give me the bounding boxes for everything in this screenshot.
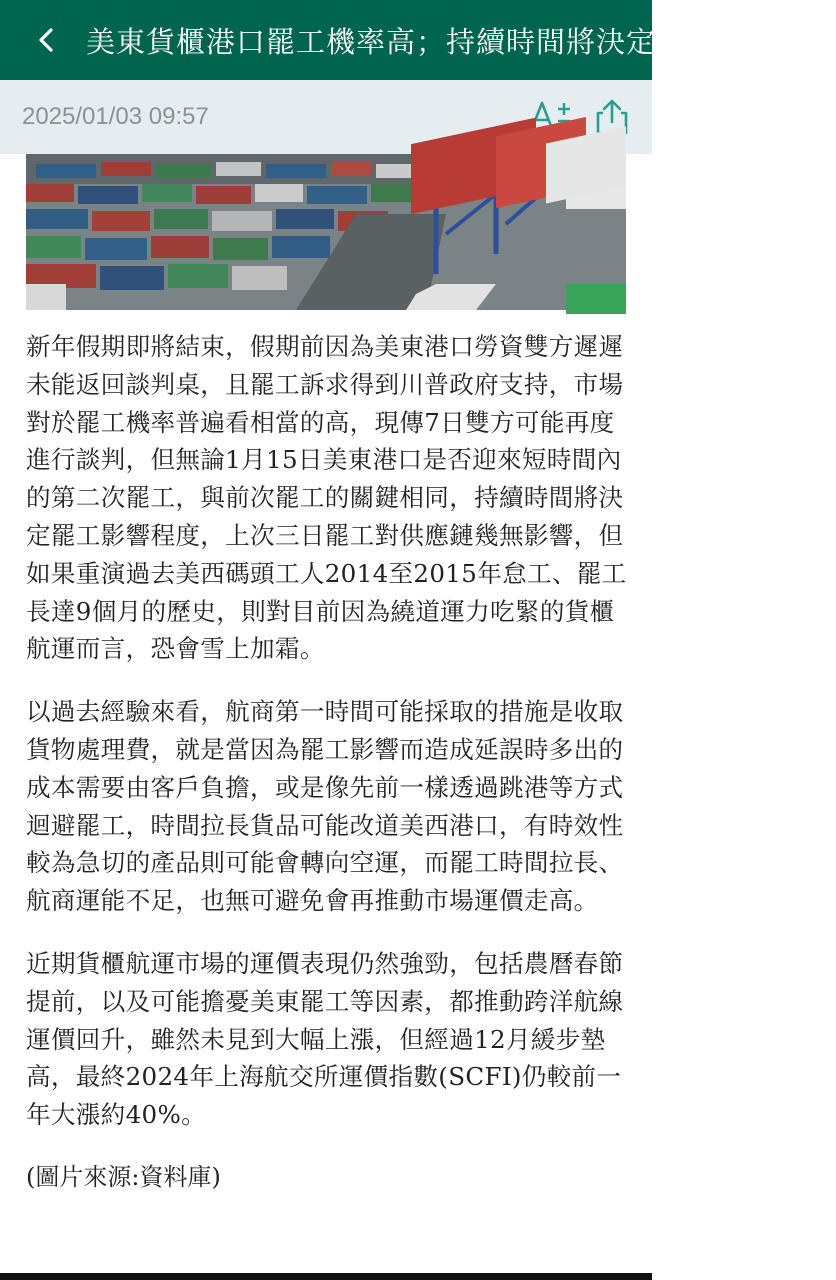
article-paragraph: 近期貨櫃航運市場的運價表現仍然強勁，包括農曆春節提前，以及可能擔憂美東罷工等因素，都推動跨洋航線運價回升，雖然未見到大幅上漲，但經過12月緩步墊高，最終2024年上海航交所運價指數(SCFI)仍較前一年大漲約40%。 — [26, 948, 624, 1130]
article-paragraph: 新年假期即將結束，假期前因為美東港口勞資雙方遲遲未能返回談判桌，且罷工訴求得到川普政府支持，市場對於罷工機率普遍看相當的高，現傳7日雙方可能再度進行談判，但無論1月15日美東港口是否迎來短時間內的第二次罷工，與前次罷工的關鍵相同，持續時間將決定罷工影響程度，上次三日罷工對供應鏈幾無影響，但如果重演過去美西碼頭工人2014至2015年怠工、罷工長達9個月的歷史，則對目前因為繞道運力吃緊的貨櫃航運而言，恐會雪上加霜。 — [26, 332, 627, 664]
bottom-edge — [0, 1273, 652, 1280]
article-title: 美東貨櫃港口罷工機率高；持續時間將決定罷工影響程度 — [86, 24, 836, 59]
chevron-left-icon — [36, 26, 56, 54]
image-source-caption: (圖片來源:資料庫) — [26, 1162, 221, 1191]
article-body — [26, 328, 630, 1196]
article-paragraph: 以過去經驗來看，航商第一時間可能採取的措施是收取貨物處理費，就是當因為罷工影響而造成延誤時多出的成本需要由客戶負擔，或是像先前一樣透過跳港等方式迴避罷工，時間拉長貨品可能改道美西港口，有時效性較為急切的產品則可能會轉向空運，而罷工時間拉長、航商運能不足，也無可避免會再推動市場運價走高。 — [26, 697, 624, 916]
article-image — [26, 154, 626, 310]
port-container-yard-image — [26, 154, 626, 310]
app-bar — [0, 0, 836, 80]
publish-date: 2025/01/03 09:57 — [22, 103, 209, 130]
back-button[interactable] — [14, 0, 78, 80]
